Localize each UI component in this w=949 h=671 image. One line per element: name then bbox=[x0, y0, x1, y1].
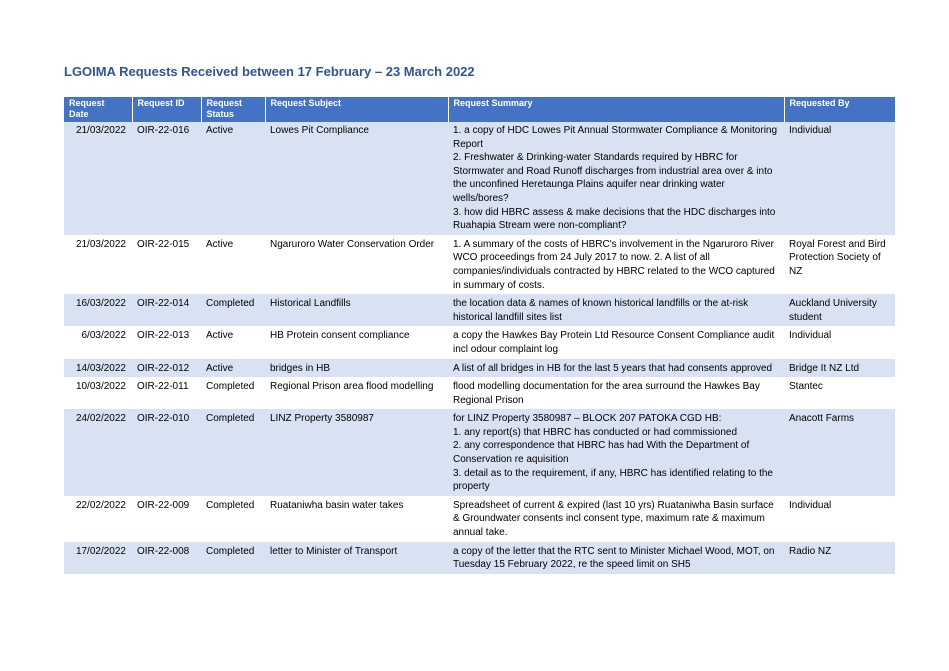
table-row bbox=[64, 122, 895, 235]
cell-requested-by: Individual bbox=[784, 496, 895, 542]
cell-status: Active bbox=[201, 359, 265, 378]
table-row bbox=[64, 378, 895, 410]
cell-status: Completed bbox=[201, 496, 265, 542]
cell-status: Completed bbox=[201, 378, 265, 410]
cell-date: 24/02/2022 bbox=[64, 410, 132, 497]
cell-date: 14/03/2022 bbox=[64, 359, 132, 378]
cell-subject: Regional Prison area flood modelling bbox=[265, 378, 448, 410]
table-body bbox=[64, 122, 895, 574]
cell-date: 10/03/2022 bbox=[64, 378, 132, 410]
header-summary: Request Summary bbox=[448, 97, 784, 122]
cell-requested-by: Radio NZ bbox=[784, 542, 895, 574]
cell-status: Completed bbox=[201, 542, 265, 574]
cell-status: Completed bbox=[201, 295, 265, 327]
header-status: Request Status bbox=[201, 97, 265, 122]
cell-subject: bridges in HB bbox=[265, 359, 448, 378]
table-row bbox=[64, 496, 895, 542]
cell-request-id: OIR-22-011 bbox=[132, 378, 201, 410]
cell-request-id: OIR-22-012 bbox=[132, 359, 201, 378]
cell-request-id: OIR-22-014 bbox=[132, 295, 201, 327]
cell-subject: Historical Landfills bbox=[265, 295, 448, 327]
table-row bbox=[64, 295, 895, 327]
cell-summary: flood modelling documentation for the area surround the Hawkes Bay Regional Prison bbox=[448, 378, 784, 410]
cell-requested-by: Royal Forest and Bird Protection Society of NZ bbox=[784, 235, 895, 294]
cell-request-id: OIR-22-009 bbox=[132, 496, 201, 542]
cell-request-id: OIR-22-010 bbox=[132, 410, 201, 497]
page-title: LGOIMA Requests Received between 17 February – 23 March 2022 bbox=[64, 64, 475, 79]
table-row bbox=[64, 327, 895, 359]
cell-subject: HB Protein consent compliance bbox=[265, 327, 448, 359]
cell-summary: 1. A summary of the costs of HBRC's involvement in the Ngaruroro River WCO proceedings from 24 July 2017 to now. 2. A list of all companies/individuals contracted by HBRC related to the WCO captured in summary of costs. bbox=[448, 235, 784, 294]
cell-date: 16/03/2022 bbox=[64, 295, 132, 327]
cell-summary: the location data & names of known historical landfills or the at-risk historical landfill sites list bbox=[448, 295, 784, 327]
cell-request-id: OIR-22-016 bbox=[132, 122, 201, 235]
cell-requested-by: Individual bbox=[784, 122, 895, 235]
table-row bbox=[64, 235, 895, 294]
header-id: Request ID bbox=[132, 97, 201, 122]
header-date: Request Date bbox=[64, 97, 132, 122]
cell-date: 22/02/2022 bbox=[64, 496, 132, 542]
table-row bbox=[64, 410, 895, 497]
cell-request-id: OIR-22-015 bbox=[132, 235, 201, 294]
cell-subject: Ngaruroro Water Conservation Order bbox=[265, 235, 448, 294]
cell-subject: Lowes Pit Compliance bbox=[265, 122, 448, 235]
cell-subject: Ruataniwha basin water takes bbox=[265, 496, 448, 542]
header-row bbox=[64, 97, 895, 122]
cell-date: 17/02/2022 bbox=[64, 542, 132, 574]
cell-summary: Spreadsheet of current & expired (last 10 yrs) Ruataniwha Basin surface & Groundwater consents incl consent type, maximum rate & maximum annual take. bbox=[448, 496, 784, 542]
cell-requested-by: Auckland University student bbox=[784, 295, 895, 327]
cell-requested-by: Stantec bbox=[784, 378, 895, 410]
cell-status: Active bbox=[201, 235, 265, 294]
cell-date: 6/03/2022 bbox=[64, 327, 132, 359]
cell-summary: a copy of the letter that the RTC sent to Minister Michael Wood, MOT, on Tuesday 15 February 2022, re the speed limit on SH5 bbox=[448, 542, 784, 574]
cell-requested-by: Anacott Farms bbox=[784, 410, 895, 497]
cell-date: 21/03/2022 bbox=[64, 122, 132, 235]
cell-summary: 1. a copy of HDC Lowes Pit Annual Stormwater Compliance & Monitoring Report 2. Freshwater & Drinking-water Standards required by HBRC for Stormwater and Road Runoff discharges from industrial area over & into the unconfined Heretaunga Plains aquifer near drinking water wells/bores? 3. how did HBRC assess & make decisions that the HDC discharges into Ruahapia Stream were non-compliant? bbox=[448, 122, 784, 235]
cell-date: 21/03/2022 bbox=[64, 235, 132, 294]
cell-request-id: OIR-22-008 bbox=[132, 542, 201, 574]
cell-summary: a copy the Hawkes Bay Protein Ltd Resource Consent Compliance audit incl odour complaint log bbox=[448, 327, 784, 359]
cell-status: Active bbox=[201, 122, 265, 235]
table-row bbox=[64, 542, 895, 574]
cell-request-id: OIR-22-013 bbox=[132, 327, 201, 359]
cell-status: Active bbox=[201, 327, 265, 359]
cell-subject: letter to Minister of Transport bbox=[265, 542, 448, 574]
cell-requested-by: Bridge It NZ Ltd bbox=[784, 359, 895, 378]
cell-status: Completed bbox=[201, 410, 265, 497]
header-subject: Request Subject bbox=[265, 97, 448, 122]
cell-requested-by: Individual bbox=[784, 327, 895, 359]
table-row bbox=[64, 359, 895, 378]
cell-summary: A list of all bridges in HB for the last 5 years that had consents approved bbox=[448, 359, 784, 378]
header-requested-by: Requested By bbox=[784, 97, 895, 122]
requests-table bbox=[64, 97, 896, 575]
cell-subject: LINZ Property 3580987 bbox=[265, 410, 448, 497]
cell-summary: for LINZ Property 3580987 – BLOCK 207 PATOKA CGD HB: 1. any report(s) that HBRC has conducted or had commissioned 2. any correspondence that HBRC has had With the Department of Conservation re aquisition 3. detail as to the requirement, if any, HBRC has identified relating to the property bbox=[448, 410, 784, 497]
